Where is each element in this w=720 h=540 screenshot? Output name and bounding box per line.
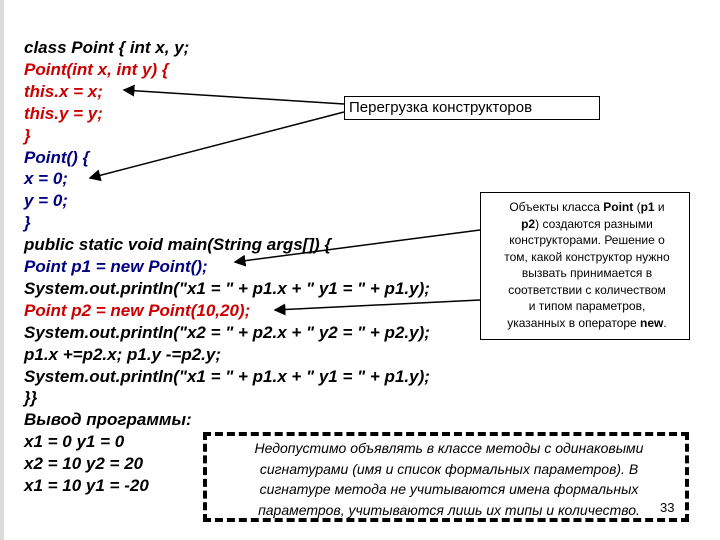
code-line: public static void main(String args[]) { xyxy=(24,235,331,255)
callout-line xyxy=(489,298,685,315)
code-line: Point(int x, int y) { xyxy=(24,59,169,79)
callout-line xyxy=(489,282,685,299)
code-line: this.x = x; xyxy=(24,81,103,101)
code-line: Point p2 = new Point(10,20); xyxy=(24,300,251,320)
page-number: 33 xyxy=(660,500,675,515)
callout-text: конструкторами. Решение о xyxy=(509,233,665,247)
code-line: x1 = 10 y1 = -20 xyxy=(24,476,149,495)
code-line: x2 = 10 y2 = 20 xyxy=(24,454,144,474)
code-line: class Point { int x, y; xyxy=(24,38,190,57)
callout-signature xyxy=(203,432,689,522)
code-line: y = 0; xyxy=(24,191,68,211)
callout-text: и типом параметров, xyxy=(528,299,646,313)
callout-objects xyxy=(480,192,690,340)
callout-text: том, какой конструктор нужно xyxy=(504,249,670,264)
code-line: } xyxy=(24,125,31,145)
code-line: System.out.println("x2 = " + p2.x + " y2 = " + p2.y); xyxy=(24,322,430,342)
callout-text: и xyxy=(654,200,665,214)
code-line: } xyxy=(24,213,31,233)
callout-line xyxy=(489,232,685,249)
signature-line: сигнатурами (имя и список формальных параметров). В xyxy=(259,460,639,477)
callout-keyword: p2 xyxy=(521,216,536,231)
code-line: x1 = 0 y1 = 0 xyxy=(24,432,125,452)
callout-line xyxy=(489,199,685,216)
callout-line xyxy=(489,249,685,266)
callout-keyword: p1 xyxy=(640,200,655,214)
callout-text: ( xyxy=(633,200,641,214)
callout-overloading: Перегрузка конструкторов xyxy=(344,96,600,120)
arrow-to-x-zero xyxy=(90,112,344,178)
arrow-to-new-point-args xyxy=(275,300,480,310)
code-line: System.out.println("x1 = " + p1.x + " y1 = " + p1.y); xyxy=(24,278,430,298)
callout-text: вызвать принимается в xyxy=(521,266,653,280)
callout-text: . xyxy=(663,315,667,330)
code-line: Point p1 = new Point(); xyxy=(24,257,208,276)
callout-line xyxy=(489,265,685,282)
callout-keyword: new xyxy=(640,315,664,330)
signature-line: параметров, учитываются лишь их типы и количество. xyxy=(258,501,640,518)
code-line: x = 0; xyxy=(24,169,68,189)
callout-text: ) создаются разными xyxy=(535,216,653,231)
callout-line xyxy=(489,216,685,233)
callout-text: Объекты класса xyxy=(509,200,604,214)
code-line: Point() { xyxy=(24,147,90,167)
signature-line: сигнатуре метода не учитываются имена формальных xyxy=(259,481,639,497)
callout-line xyxy=(489,315,685,332)
code-line: Вывод программы: xyxy=(24,410,192,430)
callout-text: соответствии с количеством xyxy=(508,282,666,297)
arrow-to-this-x xyxy=(124,90,344,104)
code-line: }} xyxy=(24,388,38,408)
code-line: System.out.println("x1 = " + p1.x + " y1 = " + p1.y); xyxy=(24,366,430,386)
code-line: p1.x +=p2.x; p1.y -=p2.y; xyxy=(24,344,222,364)
arrow-to-new-point xyxy=(235,230,480,262)
callout-text: указанных в операторе xyxy=(507,315,641,330)
code-line: this.y = y; xyxy=(24,103,103,123)
signature-line: Недопустимо объявлять в классе методы с одинаковыми xyxy=(254,440,644,456)
callout-keyword: Point xyxy=(603,200,634,214)
